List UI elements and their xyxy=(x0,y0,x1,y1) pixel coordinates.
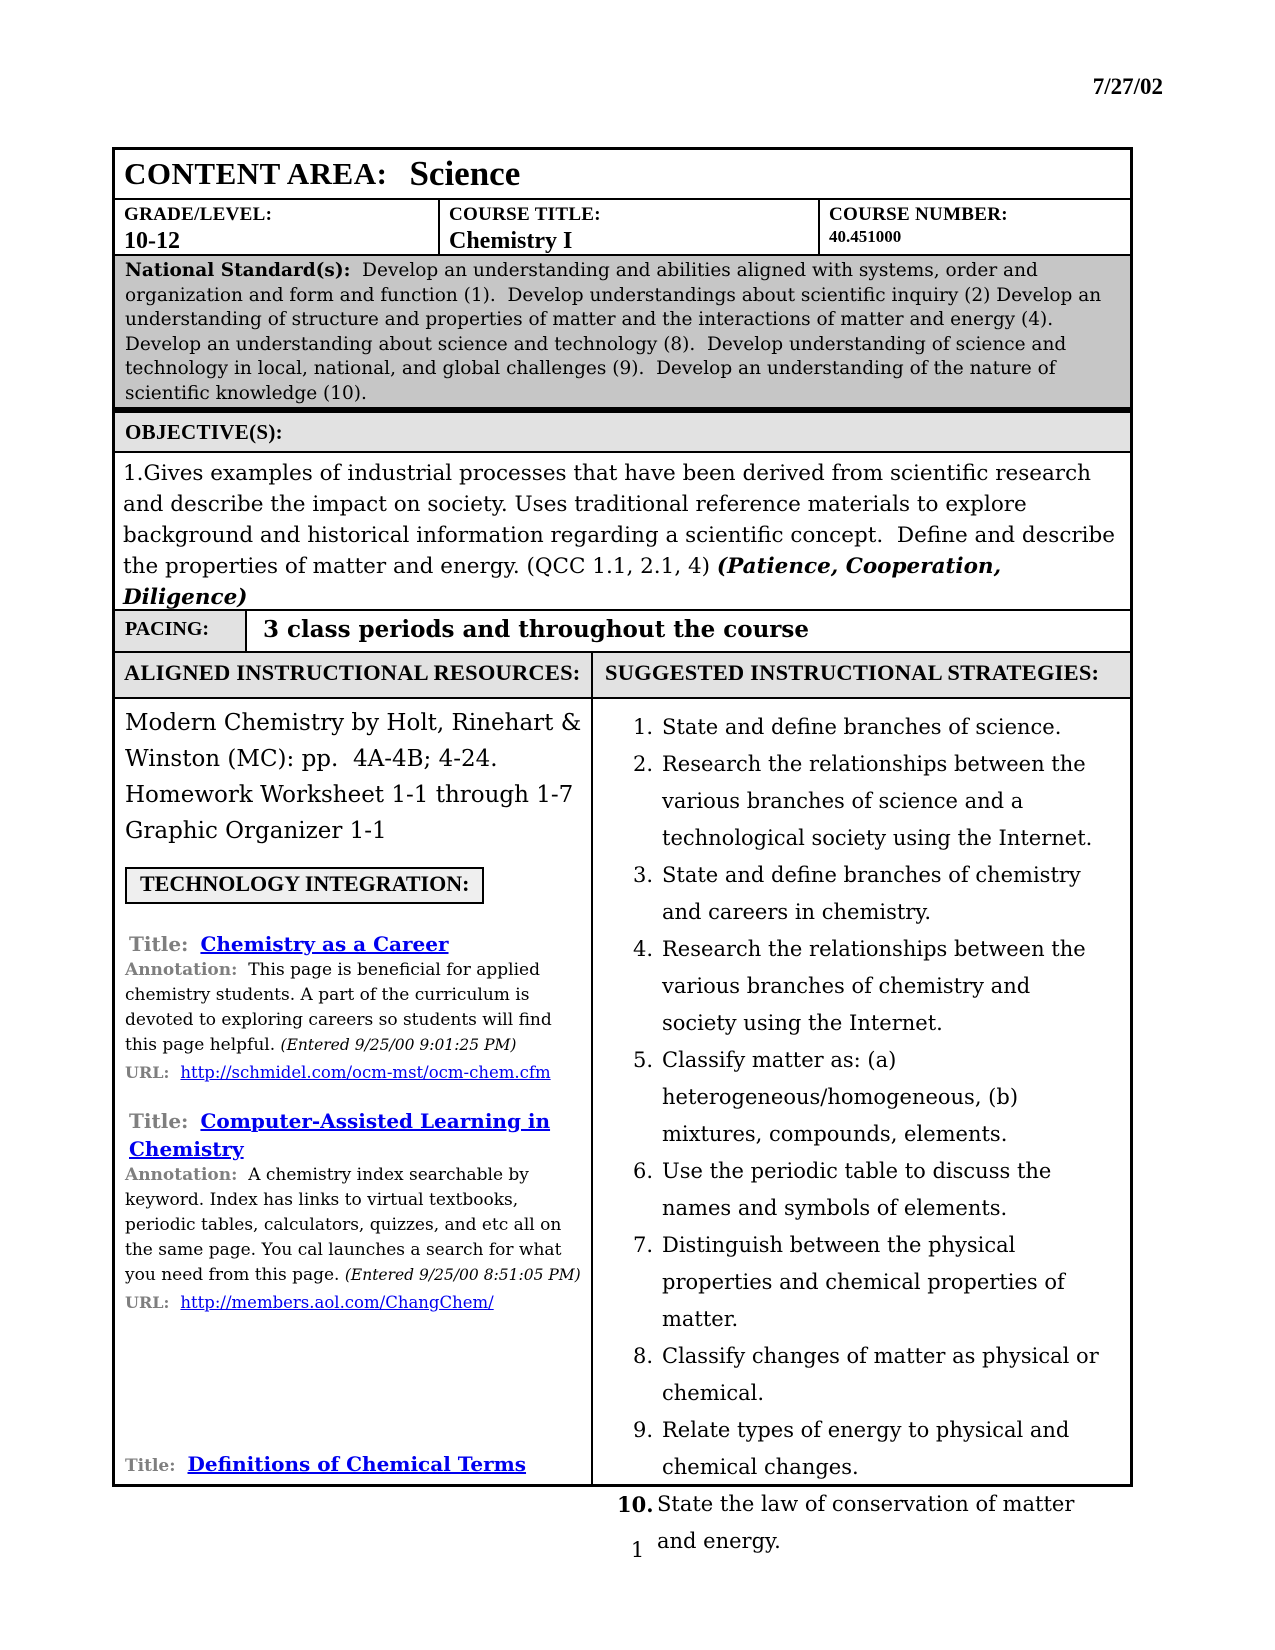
entered-timestamp: (Entered 9/25/00 9:01:25 PM) xyxy=(280,1036,517,1054)
resource-annotation xyxy=(125,1163,583,1288)
grade-level-cell xyxy=(115,200,440,254)
schmidel-url-link[interactable]: http://schmidel.com/ocm-mst/ocm-chem.cfm xyxy=(180,1063,551,1082)
strategy-text: State and define branches of chemistry and careers in chemistry. xyxy=(662,863,1081,924)
annotation-text: This page is beneficial for applied chemistry students. A part of the curriculum is devoted to exploring careers so students will find this page helpful. xyxy=(125,960,558,1055)
resource-title-line xyxy=(125,930,583,958)
resources-text xyxy=(125,705,583,849)
pacing-row xyxy=(115,611,1130,653)
url-label: URL: xyxy=(125,1293,170,1312)
entered-timestamp: (Entered 9/25/00 8:51:05 PM) xyxy=(344,1266,581,1284)
strategy-item xyxy=(617,857,1104,931)
strategy-number: 8. xyxy=(632,1344,653,1368)
content-area-value: Science xyxy=(409,154,521,193)
course-number-value: 40.451000 xyxy=(829,227,902,246)
grade-level-value: 10-12 xyxy=(124,228,180,254)
strategy-text: Research the relationships between the various branches of chemistry and society using the Internet. xyxy=(662,937,1086,1035)
course-number-cell xyxy=(820,200,1130,254)
resources-line: Winston (MC): pp. 4A-4B; 4-24. xyxy=(125,746,498,772)
strategy-text: State and define branches of science. xyxy=(662,715,1062,739)
document-date: 7/27/02 xyxy=(1092,74,1163,99)
course-number-label: COURSE NUMBER: xyxy=(829,204,1008,225)
objectives-text: 1.Gives examples of industrial processes that have been derived from scientific research and describe the impact on society. Uses traditional reference materials to explore background and historical information regarding a scientific concept. Define and describe the properties of matter and energy. (QCC 1.1, 2.1, 4) xyxy=(123,461,1122,579)
resources-line: Graphic Organizer 1-1 xyxy=(125,818,387,844)
strategy-text: State the law of conservation of matter and energy. xyxy=(657,1492,1075,1553)
strategy-text: Research the relationships between the various branches of science and a technological society using the Internet. xyxy=(662,752,1093,850)
resource-title-line xyxy=(125,1107,583,1163)
strategy-item xyxy=(617,746,1104,857)
pacing-value: 3 class periods and throughout the course xyxy=(263,616,810,643)
url-label: URL: xyxy=(125,1063,170,1082)
resource-url-line xyxy=(125,1291,583,1315)
objectives-label: OBJECTIVE(S): xyxy=(115,413,1130,453)
title-label: Title: xyxy=(125,1456,176,1476)
title-label: Title: xyxy=(129,1109,189,1133)
resources-line: Homework Worksheet 1-1 through 1-7 xyxy=(125,782,574,808)
aol-changchem-url-link[interactable]: http://members.aol.com/ChangChem/ xyxy=(180,1293,494,1312)
annotation-label: Annotation: xyxy=(125,960,238,980)
annotation-label: Annotation: xyxy=(125,1165,238,1185)
tech-resource-entry xyxy=(125,930,583,1085)
tech-resource-entry xyxy=(125,1107,583,1315)
strategy-item xyxy=(617,709,1104,746)
resources-line: Modern Chemistry by Holt, Rinehart & xyxy=(125,710,582,736)
objectives-emphasis: (Patience, Cooperation, Diligence) xyxy=(123,554,1009,610)
objectives-text-section xyxy=(115,453,1130,611)
strategy-text: Relate types of energy to physical and chemical changes. xyxy=(662,1418,1070,1479)
national-standards-text: Develop an understanding and abilities aligned with systems, order and organization and form and function (1). Develop understandings about scientific inquiry (2) Develop an understanding of structure and properties of matter and the interactions of matter and energy (4). Develop an understanding about science and technology (8). Develop understanding of science and technology in local, national, and global challenges (9). Develop an understanding of the nature of scientific knowledge (10). xyxy=(125,260,1108,404)
chemistry-as-a-career-link[interactable]: Chemistry as a Career xyxy=(200,932,449,956)
content-area-label: CONTENT AREA: xyxy=(124,156,388,191)
resource-url-line xyxy=(125,1061,583,1085)
strategy-number: 9. xyxy=(632,1418,653,1442)
technology-integration-heading: TECHNOLOGY INTEGRATION: xyxy=(125,867,484,904)
content-area-row xyxy=(115,150,1130,200)
resources-column xyxy=(115,699,593,1484)
title-label: Title: xyxy=(129,932,189,956)
page-number: 1 xyxy=(630,1538,645,1562)
strategy-item xyxy=(617,1042,1104,1153)
course-title-label: COURSE TITLE: xyxy=(449,204,601,225)
strategy-text: Classify changes of matter as physical or chemical. xyxy=(662,1344,1099,1405)
strategy-number: 1. xyxy=(632,715,653,739)
strategy-number: 7. xyxy=(632,1233,653,1257)
resource-title-line xyxy=(125,1451,583,1480)
strategy-number: 5. xyxy=(632,1048,653,1072)
strategy-item xyxy=(617,931,1104,1042)
strategy-text: Distinguish between the physical properties and chemical properties of matter. xyxy=(662,1233,1065,1331)
annotation-text: A chemistry index searchable by keyword. Index has links to virtual textbooks, periodic tables, calculators, quizzes, and etc all on the same page. You cal launches a search for what you need from this page. xyxy=(125,1165,567,1285)
column-headers-row xyxy=(115,653,1130,699)
computer-assisted-learning-link[interactable]: Computer-Assisted Learning in Chemistry xyxy=(129,1109,551,1161)
course-title-value: Chemistry I xyxy=(449,228,573,254)
national-standards-label: National Standard(s): xyxy=(125,260,351,281)
strategy-number: 10. xyxy=(617,1492,654,1517)
strategy-text: Use the periodic table to discuss the names and symbols of elements. xyxy=(662,1159,1052,1220)
strategy-number: 3. xyxy=(632,863,653,887)
definitions-chemical-terms-link[interactable]: Definitions of Chemical Terms xyxy=(187,1452,527,1476)
strategy-number: 6. xyxy=(632,1159,653,1183)
course-info-row xyxy=(115,200,1130,256)
strategy-item xyxy=(617,1153,1104,1227)
grade-level-label: GRADE/LEVEL: xyxy=(124,204,273,225)
resources-column-header: ALIGNED INSTRUCTIONAL RESOURCES: xyxy=(115,653,593,697)
strategies-column-header: SUGGESTED INSTRUCTIONAL STRATEGIES: xyxy=(605,660,1100,685)
resource-annotation xyxy=(125,958,583,1058)
strategy-number: 2. xyxy=(632,752,653,776)
strategies-column xyxy=(593,699,1130,1553)
strategy-item xyxy=(617,1227,1104,1338)
pacing-label: PACING: xyxy=(115,611,247,651)
curriculum-table xyxy=(112,147,1133,1553)
course-title-cell xyxy=(440,200,820,254)
strategy-number: 4. xyxy=(632,937,653,961)
table-body xyxy=(115,699,1130,1553)
strategy-text: Classify matter as: (a) heterogeneous/homogeneous, (b) mixtures, compounds, elements. xyxy=(662,1048,1019,1146)
national-standards-section xyxy=(115,256,1130,407)
strategy-item xyxy=(617,1338,1104,1412)
strategy-item xyxy=(617,1412,1104,1486)
